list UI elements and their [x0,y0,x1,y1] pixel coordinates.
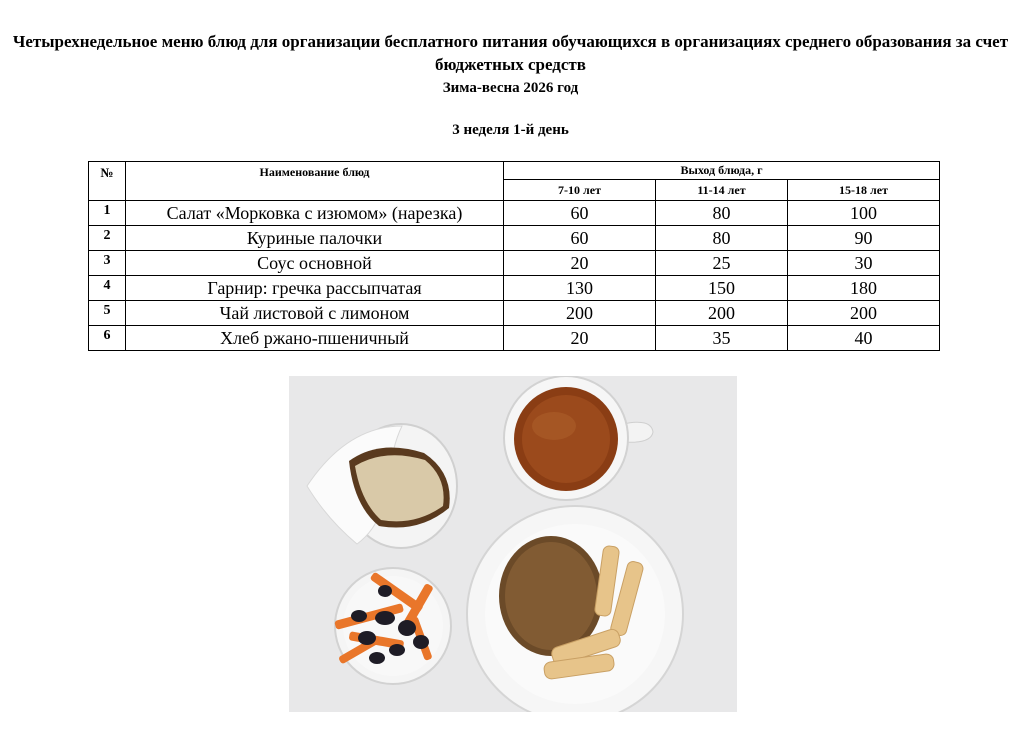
portion-15-18: 90 [788,226,940,251]
portion-15-18: 180 [788,276,940,301]
column-header-age-15-18: 15-18 лет [788,180,940,201]
portion-11-14: 150 [656,276,788,301]
table-row [89,301,940,326]
portion-7-10: 60 [504,201,656,226]
portion-7-10: 20 [504,326,656,351]
main-plate-illustration [467,506,683,712]
portion-11-14: 200 [656,301,788,326]
portion-7-10: 60 [504,226,656,251]
table-row [89,276,940,301]
column-header-dish-name: Наименование блюд [126,162,504,201]
meal-photo [289,376,737,712]
table-row [89,326,940,351]
column-header-age-11-14: 11-14 лет [656,180,788,201]
column-header-age-7-10: 7-10 лет [504,180,656,201]
row-number: 6 [89,326,126,351]
dish-name: Гарнир: гречка рассыпчатая [126,276,504,301]
portion-11-14: 80 [656,226,788,251]
row-number: 1 [89,201,126,226]
portion-7-10: 200 [504,301,656,326]
portion-15-18: 200 [788,301,940,326]
table-row [89,251,940,276]
portion-15-18: 30 [788,251,940,276]
dish-name: Куриные палочки [126,226,504,251]
table-row [89,226,940,251]
table-row [89,201,940,226]
dish-name: Хлеб ржано-пшеничный [126,326,504,351]
document-title: Четырехнедельное меню блюд для организации бесплатного питания обучающихся в организациях среднего образования за счет бюджетных средств [12,32,1009,74]
column-header-output: Выход блюда, г [504,162,940,180]
menu-table [88,161,940,351]
salad-bowl-illustration [334,568,451,684]
portion-11-14: 25 [656,251,788,276]
row-number: 2 [89,226,126,251]
portion-7-10: 130 [504,276,656,301]
day-label: 3 неделя 1-й день [452,122,569,138]
portion-11-14: 35 [656,326,788,351]
column-header-number: № [89,162,126,201]
dish-name: Соус основной [126,251,504,276]
dish-name: Чай листовой с лимоном [126,301,504,326]
row-number: 4 [89,276,126,301]
row-number: 5 [89,301,126,326]
portion-15-18: 100 [788,201,940,226]
portion-15-18: 40 [788,326,940,351]
portion-7-10: 20 [504,251,656,276]
row-number: 3 [89,251,126,276]
portion-11-14: 80 [656,201,788,226]
dish-name: Салат «Морковка с изюмом» (нарезка) [126,201,504,226]
season-label: Зима-весна 2026 год [442,80,579,96]
